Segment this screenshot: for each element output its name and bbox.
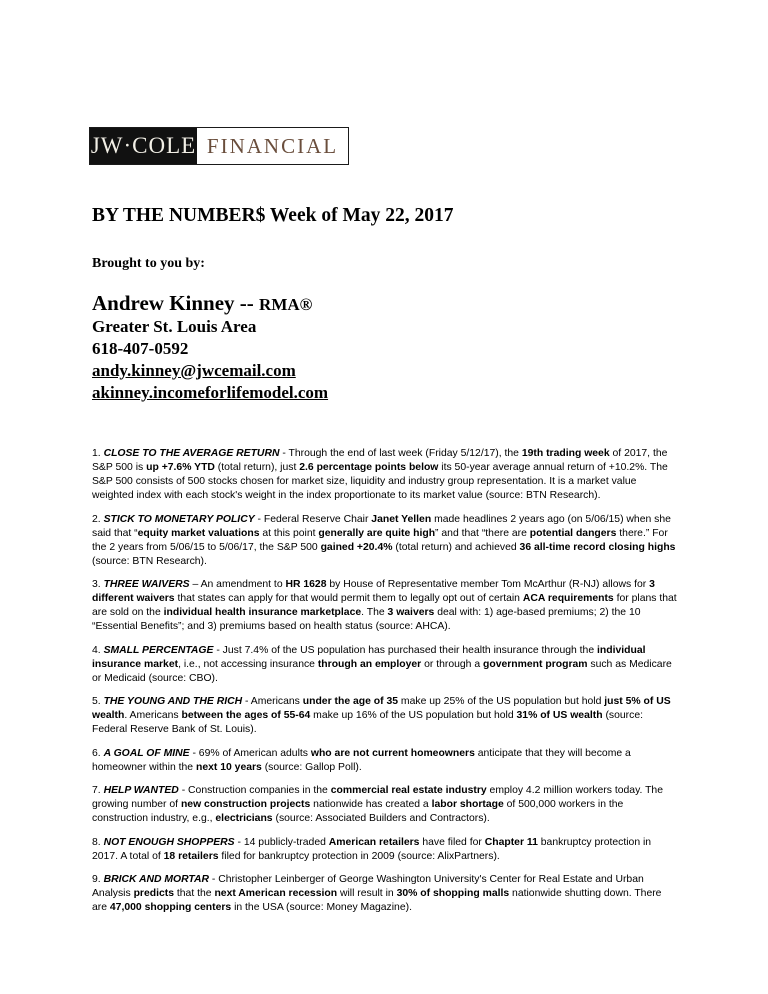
item-text: or through a <box>421 658 483 670</box>
item-highlight: just 5% of US wealth <box>92 696 671 721</box>
page-title: BY THE NUMBER$ Week of May 22, 2017 <box>92 205 454 226</box>
item-highlight: HR 1628 <box>285 579 327 590</box>
item-text: that the <box>174 888 215 899</box>
item-text: - 69% of American adults <box>189 747 311 759</box>
item-text: anticipate that they will become a homeowner within the <box>92 747 631 773</box>
advisor-phone: 618-407-0592 <box>92 339 189 358</box>
item-highlight: 19th trading week <box>521 448 610 459</box>
list-item <box>92 695 678 737</box>
list-item <box>92 513 678 569</box>
item-highlight: 3 waivers <box>387 607 435 618</box>
item-highlight: Janet Yellen <box>371 513 432 525</box>
item-text: deal with: 1) age-based premiums; 2) the 10 “Essential Benefits”; and 3) premiums based on health status (source: AHCA). <box>92 607 641 632</box>
item-text: ” and that “there are <box>435 527 530 539</box>
advisor-email-link[interactable]: andy.kinney@jwcemail.com <box>92 361 296 380</box>
item-heading: NOT ENOUGH SHOPPERS <box>103 836 235 848</box>
item-highlight: 31% of US wealth <box>516 710 603 721</box>
item-text: . The <box>361 607 388 618</box>
advisor-name: Andrew Kinney -- <box>92 291 260 315</box>
item-text: - 14 publicly-traded <box>234 836 329 848</box>
advisor-area: Greater St. Louis Area <box>92 317 257 336</box>
list-item <box>92 784 678 826</box>
item-heading: STICK TO MONETARY POLICY <box>103 513 255 525</box>
item-highlight: 30% of shopping malls <box>396 888 510 899</box>
item-highlight: Chapter 11 <box>484 836 538 848</box>
company-logo <box>89 127 349 165</box>
item-highlight: electricians <box>215 813 273 824</box>
item-heading: A GOAL OF MINE <box>103 747 190 759</box>
item-text: (source: BTN Research). <box>92 555 207 567</box>
item-highlight: gained +20.4% <box>320 541 393 553</box>
item-text: make up 25% of the US population but hold <box>398 696 605 707</box>
item-highlight: next American recession <box>214 888 338 899</box>
item-highlight: 2.6 percentage points below <box>299 462 439 473</box>
item-text: (source: Associated Builders and Contractors). <box>272 813 490 824</box>
item-highlight: individual health insurance marketplace <box>163 607 362 618</box>
item-heading: CLOSE TO THE AVERAGE RETURN <box>103 448 280 459</box>
item-highlight: labor shortage <box>431 799 504 810</box>
logo-wordmark: FINANCIAL <box>197 128 348 164</box>
item-text: by House of Representative member Tom McArthur (R-NJ) allows for <box>326 579 650 590</box>
item-heading: HELP WANTED <box>103 785 179 796</box>
brought-by-label: Brought to you by: <box>92 256 205 271</box>
item-number: 5. <box>92 696 104 707</box>
item-text: (source: Gallop Poll). <box>261 761 362 773</box>
item-highlight: under the age of 35 <box>302 696 399 707</box>
advisor-website-link[interactable]: akinney.incomeforlifemodel.com <box>92 383 329 402</box>
item-text: nationwide has created a <box>310 799 432 810</box>
item-heading: SMALL PERCENTAGE <box>103 644 214 656</box>
item-text: there.” For the 2 years from 5/06/15 to 5/06/17, the S&P 500 <box>92 527 668 553</box>
item-text: (total return) and achieved <box>392 541 520 553</box>
item-highlight: new construction projects <box>180 799 311 810</box>
item-text: made headlines 2 years ago (on 5/06/15) when she said that “ <box>92 513 671 539</box>
item-number: 1. <box>92 448 104 459</box>
item-number: 4. <box>92 644 104 656</box>
item-highlight: generally are quite high <box>318 527 436 539</box>
item-highlight: individual insurance market <box>92 644 646 670</box>
item-highlight: who are not current homeowners <box>310 747 475 759</box>
item-text: - Construction companies in the <box>178 785 331 796</box>
item-highlight: 3 different waivers <box>92 579 655 604</box>
item-heading: THE YOUNG AND THE RICH <box>103 696 243 707</box>
item-text: its 50-year average annual return of +10.2%. The S&P 500 consists of 500 stocks chosen for market size, liquidity and industry group representation. It is a market value weighted index with each stock's weight in the index proportionate to its market value (source: BTN Research). <box>92 462 668 501</box>
item-highlight: ACA requirements <box>522 593 614 604</box>
item-number: 9. <box>92 874 104 885</box>
item-text: - Through the end of last week (Friday 5/12/17), the <box>279 448 522 459</box>
item-text: filed for bankruptcy protection in 2009 (source: AlixPartners). <box>218 850 500 862</box>
numbers-list <box>92 447 678 925</box>
item-text: (source: Federal Reserve Bank of St. Louis). <box>92 710 643 735</box>
item-highlight: American retailers <box>328 836 420 848</box>
item-number: 6. <box>92 747 104 759</box>
item-highlight: between the ages of 55-64 <box>181 710 311 721</box>
list-item <box>92 873 678 915</box>
item-number: 3. <box>92 579 104 590</box>
item-text: have filed for <box>419 836 485 848</box>
item-text: , i.e., not accessing insurance <box>178 658 318 670</box>
item-text: that states can apply for that would permit them to legally opt out of certain <box>174 593 523 604</box>
item-text: (total return), just <box>214 462 300 473</box>
logo-mark: JW·COLE <box>90 128 197 164</box>
item-heading: THREE WAIVERS <box>103 579 190 590</box>
item-text: - Just 7.4% of the US population has purchased their health insurance through the <box>213 644 597 656</box>
item-number: 7. <box>92 785 104 796</box>
item-text: - Christopher Leinberger of George Washington University's Center for Real Estate and Urban Analysis <box>92 874 644 899</box>
item-highlight: 18 retailers <box>163 850 219 862</box>
item-text: bankruptcy protection in 2017. A total of <box>92 836 652 862</box>
advisor-designation: RMA® <box>259 295 313 314</box>
item-number: 8. <box>92 836 104 848</box>
list-item <box>92 644 678 686</box>
item-text: of 2017, the S&P 500 is <box>92 448 668 473</box>
item-highlight: potential dangers <box>529 527 617 539</box>
item-highlight: equity market valuations <box>137 527 260 539</box>
list-item <box>92 578 678 634</box>
item-text: . Americans <box>124 710 182 721</box>
item-text: - Americans <box>242 696 303 707</box>
item-highlight: up +7.6% YTD <box>146 462 215 473</box>
item-number: 2. <box>92 513 104 525</box>
item-text: at this point <box>259 527 319 539</box>
item-text: will result in <box>337 888 397 899</box>
item-text: nationwide shutting down. There are <box>92 888 662 913</box>
item-text: such as Medicare or Medicaid (source: CBO). <box>92 658 672 684</box>
item-text: for plans that are sold on the <box>92 593 677 618</box>
item-highlight: 47,000 shopping centers <box>109 902 232 913</box>
item-heading: BRICK AND MORTAR <box>103 874 209 885</box>
item-text: employ 4.2 million workers today. The growing number of <box>92 785 663 810</box>
contact-block <box>92 292 328 404</box>
item-highlight: next 10 years <box>195 761 262 773</box>
item-text: make up 16% of the US population but hold <box>310 710 517 721</box>
item-text: of 500,000 workers in the construction industry, e.g., <box>92 799 624 824</box>
item-highlight: 36 all-time record closing highs <box>519 541 676 553</box>
item-highlight: commercial real estate industry <box>330 785 487 796</box>
item-highlight: predicts <box>133 888 174 899</box>
item-text: in the USA (source: Money Magazine). <box>231 902 412 913</box>
list-item <box>92 747 678 775</box>
item-highlight: through an employer <box>317 658 422 670</box>
item-text: - Federal Reserve Chair <box>254 513 372 525</box>
item-highlight: government program <box>483 658 588 670</box>
list-item <box>92 447 678 503</box>
list-item <box>92 836 678 864</box>
item-text: – An amendment to <box>189 579 286 590</box>
